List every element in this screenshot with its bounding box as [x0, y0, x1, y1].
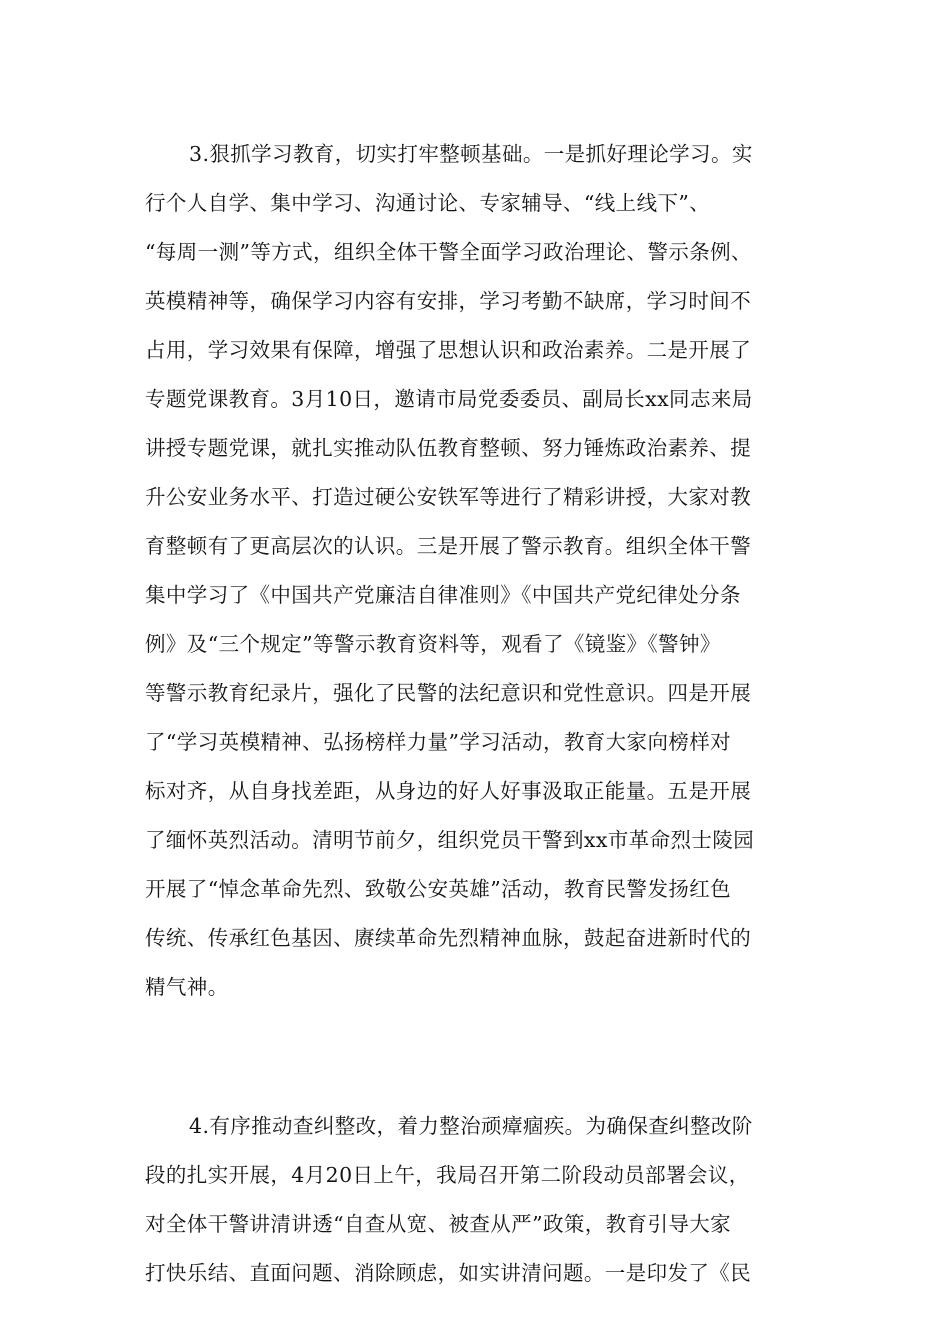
text-line: 专题党课教育。3月10日，邀请市局党委委员、副局长xx同志来局 — [145, 387, 753, 411]
text-line: 集中学习了《中国共产党廉洁自律准则》《中国共产党纪律处分条 — [145, 583, 741, 607]
text-line: 标对齐，从自身找差距，从身边的好人好事汲取正能量。五是开展 — [145, 779, 752, 803]
paragraph-study-education — [145, 130, 825, 1012]
paragraph-rectification — [145, 1102, 825, 1298]
text-line: 4.有序推动查纠整改，着力整治顽瘴痼疾。为确保查纠整改阶 — [189, 1114, 753, 1138]
text-line: 了缅怀英烈活动。清明节前夕，组织党员干警到xx市革命烈士陵园 — [145, 828, 755, 852]
text-line: 行个人自学、集中学习、沟通讨论、专家辅导、“线上线下”、 — [145, 191, 711, 215]
text-line: 升公安业务水平、打造过硬公安铁军等进行了精彩讲授，大家对教 — [145, 485, 752, 509]
text-line: 开展了“悼念革命先烈、致敬公安英雄”活动，教育民警发扬红色 — [145, 877, 732, 901]
text-line: 英模精神等，确保学习内容有安排，学习考勤不缺席，学习时间不 — [145, 289, 752, 313]
text-line: 例》及“三个规定”等警示教育资料等，观看了《镜鉴》《警钟》 — [145, 632, 721, 656]
text-line: 传统、传承红色基因、赓续革命先烈精神血脉，鼓起奋进新时代的 — [145, 926, 752, 950]
text-line: 育整顿有了更高层次的认识。三是开展了警示教育。组织全体干警 — [145, 534, 752, 558]
text-line: 了“学习英模精神、弘扬榜样力量”学习活动，教育大家向榜样对 — [145, 730, 732, 754]
text-line: 精气神。 — [145, 975, 229, 999]
text-line: “每周一测”等方式，组织全体干警全面学习政治理论、警示条例、 — [145, 240, 752, 264]
text-line: 3.狠抓学习教育，切实打牢整顿基础。一是抓好理论学习。实 — [189, 142, 753, 166]
text-line: 打快乐结、直面问题、消除顾虑，如实讲清问题。一是印发了《民 — [145, 1261, 752, 1285]
text-line: 段的扎实开展，4月20日上午，我局召开第二阶段动员部署会议， — [145, 1163, 750, 1187]
text-line: 对全体干警讲清讲透“自查从宽、被查从严”政策，教育引导大家 — [145, 1212, 732, 1236]
text-line: 讲授专题党课，就扎实推动队伍教育整顿、努力锤炼政治素养、提 — [145, 436, 752, 460]
text-line: 等警示教育纪录片，强化了民警的法纪意识和党性意识。四是开展 — [145, 681, 752, 705]
text-line: 占用，学习效果有保障，增强了思想认识和政治素养。二是开展了 — [145, 338, 752, 362]
